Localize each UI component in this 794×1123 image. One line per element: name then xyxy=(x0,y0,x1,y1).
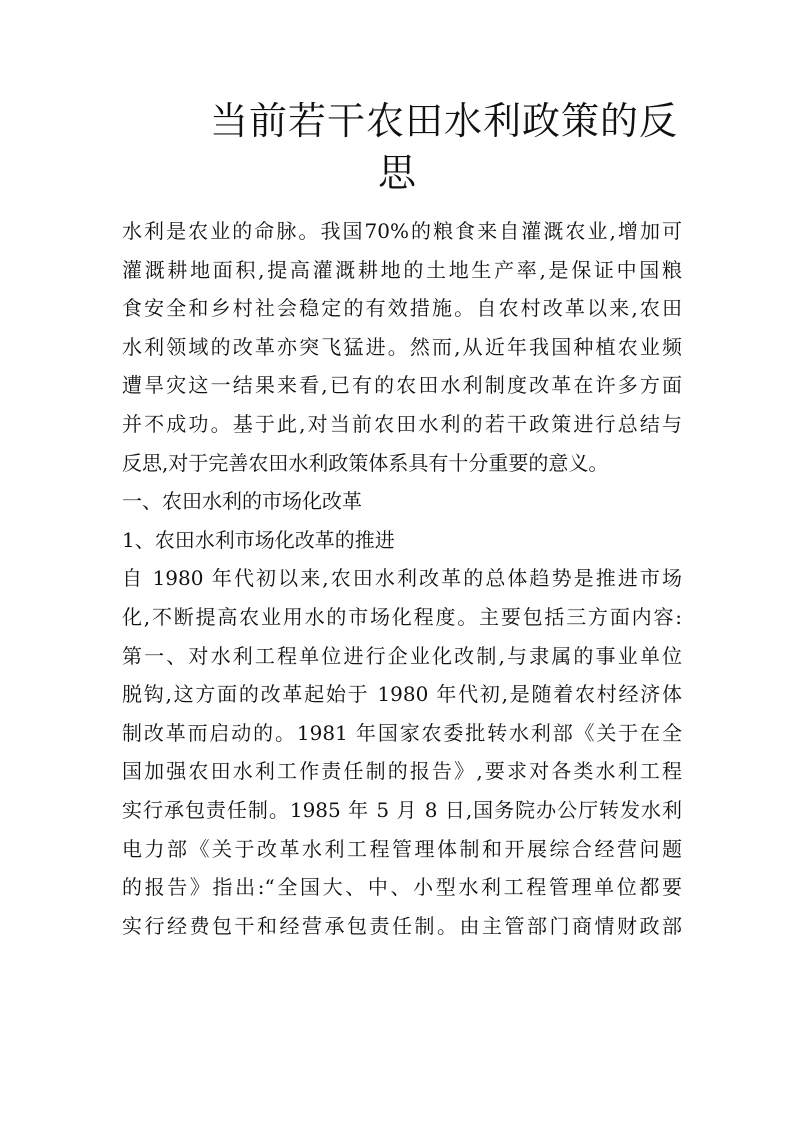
paragraph-line: 电力部《关于改革水利工程管理体制和开展综合经营问题 xyxy=(122,836,682,861)
paragraph-line: 食安全和乡村社会稳定的有效措施。自农村改革以来,农田 xyxy=(122,296,682,321)
paragraph-line: 反思,对于完善农田水利政策体系具有十分重要的意义。 xyxy=(122,450,609,475)
document-body xyxy=(122,212,682,945)
paragraph-line: 脱钩,这方面的改革起始于 1980 年代初,是随着农村经济体 xyxy=(122,682,682,707)
paragraph-line: 化,不断提高农业用水的市场化程度。主要包括三方面内容: xyxy=(122,604,682,629)
paragraph-2 xyxy=(122,559,682,945)
paragraph-line: 遭旱灾这一结果来看,已有的农田水利制度改革在许多方面 xyxy=(122,373,682,398)
paragraph-line: 国加强农田水利工作责任制的报告》,要求对各类水利工程 xyxy=(122,759,682,784)
paragraph-line: 水利领域的改革亦突飞猛进。然而,从近年我国种植农业频 xyxy=(122,334,682,359)
section-heading: 一、农田水利的市场化改革 xyxy=(122,489,362,514)
paragraph-1 xyxy=(122,212,682,482)
paragraph-line: 第一、对水利工程单位进行企业化改制,与隶属的事业单位 xyxy=(122,643,682,668)
paragraph-line: 的报告》指出:“全国大、中、小型水利工程管理单位都要 xyxy=(122,875,682,900)
document-title xyxy=(170,95,700,199)
title-line-1: 当前若干农田水利政策的反 xyxy=(210,99,679,143)
title-line-2: 思 xyxy=(378,151,418,195)
paragraph-line: 实行经费包干和经营承包责任制。由主管部门商情财政部 xyxy=(122,913,682,938)
paragraph-line: 水利是农业的命脉。我国70%的粮食来自灌溉农业,增加可 xyxy=(122,219,682,243)
paragraph-line: 灌溉耕地面积,提高灌溉耕地的土地生产率,是保证中国粮 xyxy=(122,257,682,282)
subsection-heading: 1、农田水利市场化改革的推进 xyxy=(122,527,395,552)
paragraph-line: 制改革而启动的。1981 年国家农委批转水利部《关于在全 xyxy=(122,720,682,745)
paragraph-line: 自 1980 年代初以来,农田水利改革的总体趋势是推进市场 xyxy=(122,566,682,591)
paragraph-line: 实行承包责任制。1985 年 5 月 8 日,国务院办公厅转发水利 xyxy=(122,797,682,822)
paragraph-line: 并不成功。基于此,对当前农田水利的若干政策进行总结与 xyxy=(122,411,682,436)
